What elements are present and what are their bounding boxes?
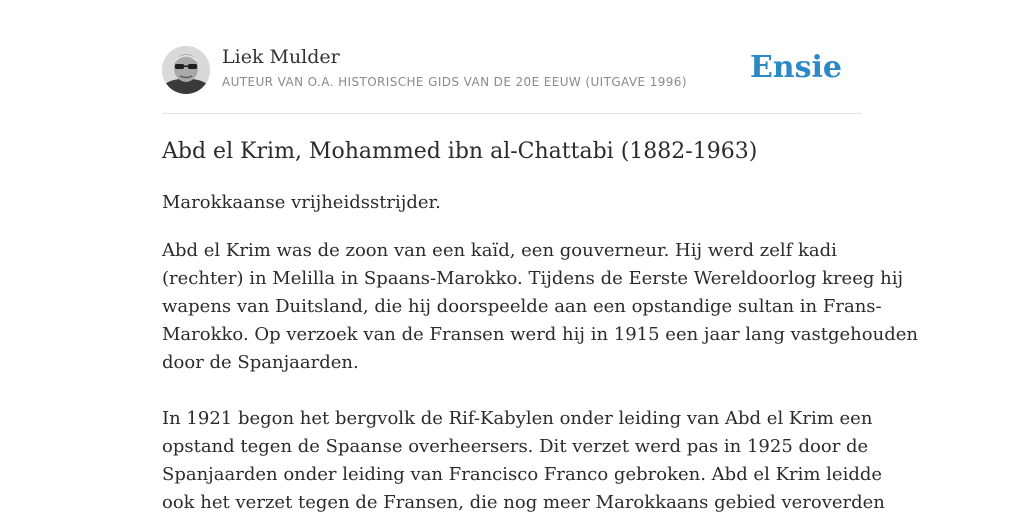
- paragraph-line: In 1921 begon het bergvolk de Rif-Kabylen onder leiding van Abd el Krim een: [162, 408, 873, 429]
- header-divider: [162, 113, 862, 114]
- author-portrait-icon: [162, 46, 210, 94]
- author-name[interactable]: Liek Mulder: [222, 46, 340, 68]
- avatar[interactable]: [162, 46, 210, 94]
- article-title: Abd el Krim, Mohammed ibn al-Chattabi (1882-1963): [162, 139, 758, 164]
- ensie-logo[interactable]: Ensie: [749, 50, 842, 85]
- paragraph-line: Marokko. Op verzoek van de Fransen werd hij in 1915 een jaar lang vastgehouden: [162, 324, 918, 345]
- paragraph-line: Abd el Krim was de zoon van een kaïd, een gouverneur. Hij werd zelf kadi: [162, 240, 837, 261]
- paragraph-line: ook het verzet tegen de Fransen, die nog meer Marokkaans gebied veroverden: [162, 492, 885, 512]
- paragraph-1: [162, 237, 918, 377]
- paragraph-line: door de Spanjaarden.: [162, 352, 359, 373]
- paragraph-line: opstand tegen de Spaanse overheersers. Dit verzet werd pas in 1925 door de: [162, 436, 869, 457]
- paragraph-line: Spanjaarden onder leiding van Francisco Franco gebroken. Abd el Krim leidde: [162, 464, 883, 485]
- paragraph-line: wapens van Duitsland, die hij doorspeelde aan een opstandige sultan in Frans-: [162, 296, 882, 317]
- author-header: [162, 46, 862, 96]
- author-bio: AUTEUR VAN O.A. HISTORISCHE GIDS VAN DE 20E EEUW (UITGAVE 1996): [222, 75, 687, 89]
- paragraph-line: (rechter) in Melilla in Spaans-Marokko. Tijdens de Eerste Wereldoorlog kreeg hij: [162, 268, 904, 289]
- paragraph-2: [162, 405, 885, 512]
- article-subtitle: Marokkaanse vrijheidsstrijder.: [162, 192, 441, 213]
